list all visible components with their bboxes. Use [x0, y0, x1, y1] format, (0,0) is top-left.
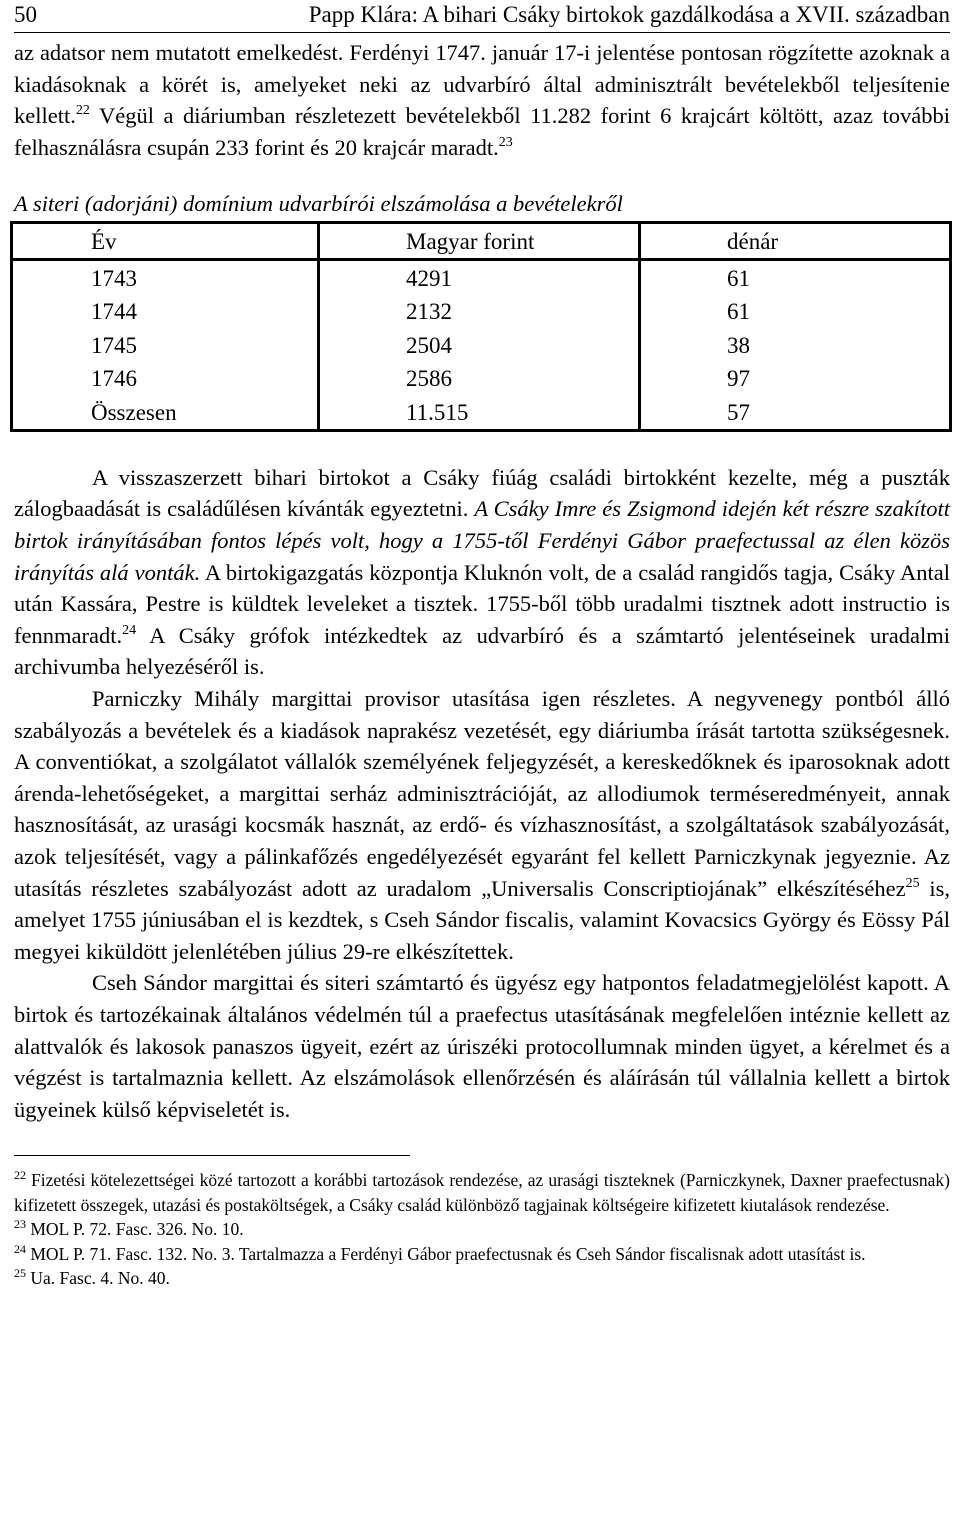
paragraph-2: Parniczky Mihály margittai provisor utasítása igen részletes. A negyvenegy pontból álló szabályozás a bevételek és a kiadások naprakész vezetését, egy diáriumba írását tartotta szükségesnek. A conventiókat, a szolgálatot vállalók személyének feljegyzését, a kereskedőknek és iparosoknak adott árenda-lehetőségeket, a margittai serház adminisztrációját, az allodiumok terméseredményeit, annak hasznosítását, az urasági kocsmák hasznát, az erdő- és vízhasznosítást, a szolgáltatások szabályozását, azok teljesítését, vagy a pálinkafőzés engedélyezését egyaránt fel kellett Parniczkynak jegyeznie. Az utasítás részletes szabályozást adott az uradalom „Universalis Conscriptiojának” elkészítéséhez$^{25}$ is, amelyet 1755 júniusában el is kezdtek, s Cseh Sándor fiscalis, valamint Kovacsics György és Eössy Pál megyei kiküldött jelenlétében július 29-re elkészítettek. — [14, 686, 950, 964]
table-cell: 61 — [640, 295, 951, 329]
footnote-divider — [14, 1155, 410, 1156]
footnote-ref-23: 23 — [498, 134, 513, 150]
table-cell: 61 — [640, 260, 951, 295]
table-total-row — [12, 395, 951, 430]
footnotes — [14, 1168, 950, 1291]
table-cell: 1743 — [12, 260, 319, 295]
table-header-row — [12, 223, 951, 260]
table-cell: 38 — [640, 328, 951, 362]
table-cell: 2504 — [319, 328, 640, 362]
table-cell: 57 — [640, 395, 951, 430]
table-caption: A siteri (adorjáni) domínium udvarbírói elszámolása a bevételekről — [14, 191, 623, 217]
table-row — [12, 328, 951, 362]
footnote-ref-22: 22 — [75, 103, 90, 119]
table-cell: 2132 — [319, 295, 640, 329]
table-cell: 1745 — [12, 328, 319, 362]
footnote-25: $^{25}$ Ua. Fasc. 4. No. 40. — [14, 1266, 170, 1289]
footnote-23: $^{23}$ MOL P. 72. Fasc. 326. No. 10. — [14, 1217, 244, 1240]
table-cell: 4291 — [319, 260, 640, 295]
page-number: 50 — [14, 2, 37, 27]
table-cell: Összesen — [12, 395, 319, 430]
table-cell: 1746 — [12, 362, 319, 396]
table-cell: 1744 — [12, 295, 319, 329]
footnote-24: $^{24}$ MOL P. 71. Fasc. 132. No. 3. Tartalmazza a Ferdényi Gábor praefectusnak és Cseh Sándor fiscalisnak adott utasítást is. — [14, 1241, 866, 1264]
paragraph-3: Cseh Sándor margittai és siteri számtartó és ügyész egy hatpontos feladatmegjelölést kapott. A birtok és tartozékainak általános védelmén túl a praefectus utasításának megfelelően intéznie kellett az alattvalók és lakosok panaszos ügyeit, ezért az úriszéki protocollumnak minden ügyet, a kérelmet és a végzést is tartalmaznia kellett. Az elszámolások ellenőrzésén és aláírásán túl vállalnia kellett a birtok ügyeinek külső képviseletét is. — [14, 970, 950, 1122]
table-header-cell: Év — [12, 223, 319, 260]
revenue-table — [10, 221, 952, 432]
paragraph-1: A visszaszerzett bihari birtokot a Csáky fiúág családi birtokként kezelte, még a puszták zálogbaadását is családűlésen kívánták egyeztetni. A Csáky Imre és Zsigmond idején két részre szakított birtok irányításában fontos lépés volt, hogy a 1755-től Ferdényi Gábor praefectussal az élen közös irányítás alá vonták. A birtokigazgatás központja Kluknón volt, de a család rangidős tagja, Csáky Antal után Kassára, Pestre is küldtek leveleket a tisztek. 1755-ből több uradalmi tisztnek adott instructio is fennmaradt.$^{24}$ A Csáky grófok intézkedtek az udvarbíró és a számtartó jelentéseinek uradalmi archivumba helyezéséről is. — [14, 464, 950, 680]
table-cell: 2586 — [319, 362, 640, 396]
running-title: Papp Klára: A bihari Csáky birtokok gazdálkodása a XVII. században — [308, 2, 950, 27]
table-row — [12, 295, 951, 329]
table-row — [12, 362, 951, 396]
footnote-ref-24: 24 — [122, 622, 137, 638]
table-cell: 97 — [640, 362, 951, 396]
table-cell: 11.515 — [319, 395, 640, 430]
table-header-cell: Magyar forint — [319, 223, 640, 260]
table-header-cell: dénár — [640, 223, 951, 260]
footnote-22: $^{22}$ Fizetési kötelezettségei közé tartozott a korábbi tartozások rendezése, az urasági tiszteknek (Parniczkynek, Daxner praefectusnak) kifizetett összegek, utazási és postaköltségek, a Csáky család különböző tagjainak költségeire kifizetett kiutalások rendezése. — [14, 1168, 950, 1215]
body-text — [14, 462, 950, 1125]
footnote-ref-25: 25 — [905, 875, 920, 891]
document-page — [14, 0, 950, 1291]
intro-paragraph: az adatsor nem mutatott emelkedést. Ferdényi 1747. január 17-i jelentése pontosan rögzítette azoknak a kiadásoknak a körét is, amelyeket neki az udvarbíró által adminisztrált bevételekből teljesítenie kellett.$^{22}$ Végül a diáriumban részletezett bevételekből 11.282 forint 6 krajcárt költött, azaz további felhasználásra csupán 233 forint és 20 krajcár maradt.$^{23}$ — [14, 40, 950, 160]
table-row — [12, 260, 951, 295]
running-header — [14, 0, 950, 33]
